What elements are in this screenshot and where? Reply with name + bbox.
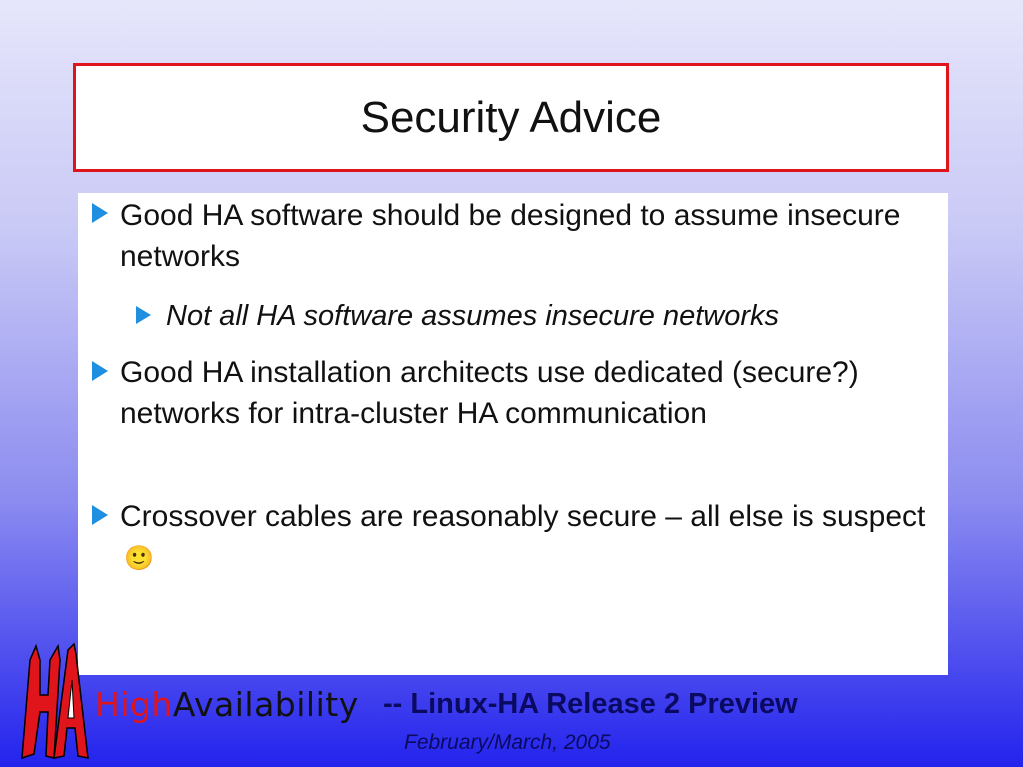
bullet-triangle-icon xyxy=(92,203,108,223)
bullet-item xyxy=(120,352,930,434)
sub-bullet-item xyxy=(166,296,946,337)
bullet-text: Crossover cables are reasonably secure – all else is suspect xyxy=(120,500,926,533)
title-box xyxy=(73,63,949,172)
bullet-text: Good HA installation architects use dedicated (secure?) networks for intra-cluster HA communication xyxy=(120,356,859,430)
bullet-item xyxy=(120,496,930,579)
release-text: -- Linux-HA Release 2 Preview xyxy=(383,688,798,720)
bullet-item xyxy=(120,195,930,277)
brand-wordmark xyxy=(95,685,359,725)
smiley-icon: 🙂 xyxy=(124,544,154,572)
bullet-triangle-icon xyxy=(92,361,108,381)
sub-bullet-text: Not all HA software assumes insecure networks xyxy=(166,300,779,332)
slide-title: Security Advice xyxy=(360,92,662,142)
brand-availability: Availability xyxy=(172,685,359,724)
ha-logo-icon xyxy=(20,640,90,760)
brand-high: High xyxy=(95,685,173,724)
bullet-text: Good HA software should be designed to assume insecure networks xyxy=(120,199,901,273)
bullet-triangle-icon xyxy=(92,505,108,525)
content-panel xyxy=(78,193,948,675)
date-text: February/March, 2005 xyxy=(404,731,611,754)
bullet-triangle-icon xyxy=(136,306,151,324)
